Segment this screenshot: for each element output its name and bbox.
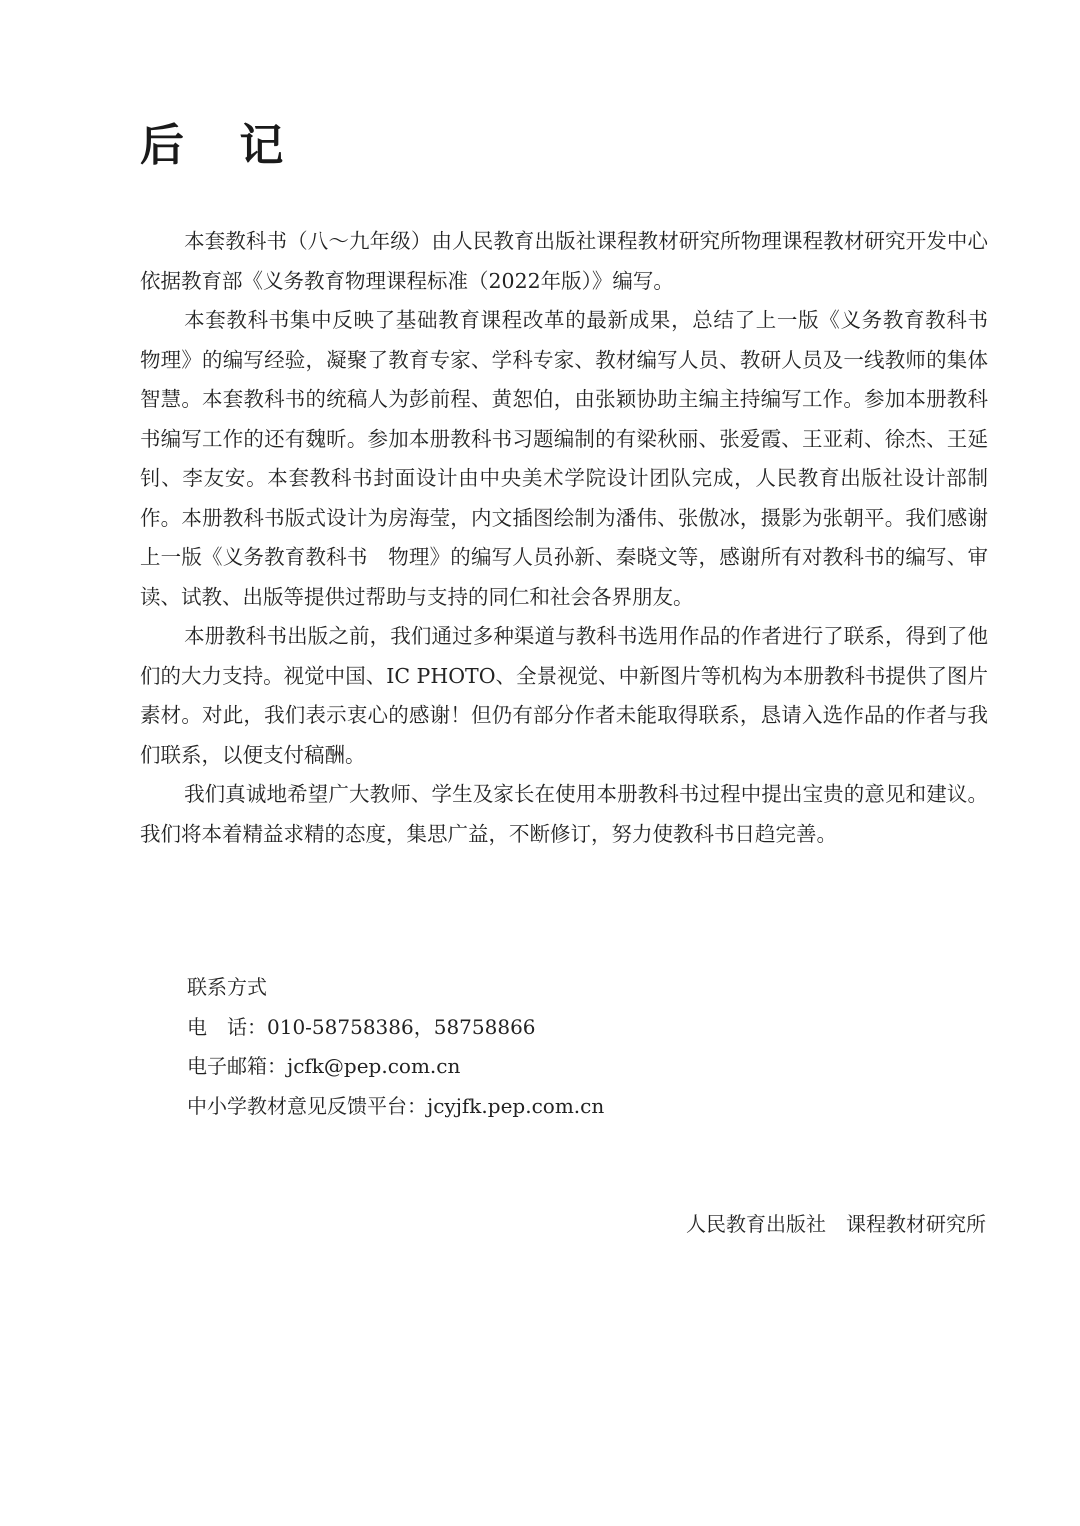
contact-block (187, 968, 887, 1126)
paragraph-acknowledgements: 本套教科书集中反映了基础教育课程改革的最新成果，总结了上一版《义务教育教科书 物理》的编写经验，凝聚了教育专家、学科专家、教材编写人员、教研人员及一线教师的集体智慧。本套教科书的统稿人为彭前程、黄恕伯，由张颖协助主编主持编写工作。参加本册教科书编写工作的还有魏昕。参加本册教科书习题编制的有梁秋丽、张爱霞、王亚莉、徐杰、王延钊、李友安。本套教科书封面设计由中央美术学院设计团队完成，人民教育出版社设计部制作。本册教科书版式设计为房海莹，内文插图绘制为潘伟、张傲冰，摄影为张朝平。我们感谢上一版《义务教育教科书 物理》的编写人员孙新、秦晓文等，感谢所有对教科书的编写、审读、试教、出版等提供过帮助与支持的同仁和社会各界朋友。 (140, 308, 1009, 609)
contact-heading: 联系方式 (187, 975, 267, 999)
contact-email: 电子邮箱：jcfk@pep.com.cn (187, 1054, 461, 1078)
page-title: 后 记 (140, 120, 304, 171)
paragraph-feedback-request: 我们真诚地希望广大教师、学生及家长在使用本册教科书过程中提出宝贵的意见和建议。我们将本着精益求精的态度，集思广益，不断修订，努力使教科书日趋完善。 (140, 782, 988, 846)
contact-feedback-platform: 中小学教材意见反馈平台：jcyjfk.pep.com.cn (187, 1093, 605, 1118)
contact-phone: 电 话：010-58758386，58758866 (187, 1014, 536, 1039)
publisher-signature: 人民教育出版社 课程教材研究所 (686, 1212, 986, 1236)
paragraph-copyright-contact: 本册教科书出版之前，我们通过多种渠道与教科书选用作品的作者进行了联系，得到了他们的大力支持。视觉中国、IC PHOTO、全景视觉、中新图片等机构为本册教科书提供了图片素材。对此，我们表示衷心的感谢！但仍有部分作者未能取得联系，恳请入选作品的作者与我们联系，以便支付稿酬。 (140, 624, 988, 767)
afterword-body (140, 222, 1009, 854)
paragraph-compilation-basis: 本套教科书（八～九年级）由人民教育出版社课程教材研究所物理课程教材研究开发中心依据教育部《义务教育物理课程标准（2022年版）》编写。 (140, 229, 988, 293)
